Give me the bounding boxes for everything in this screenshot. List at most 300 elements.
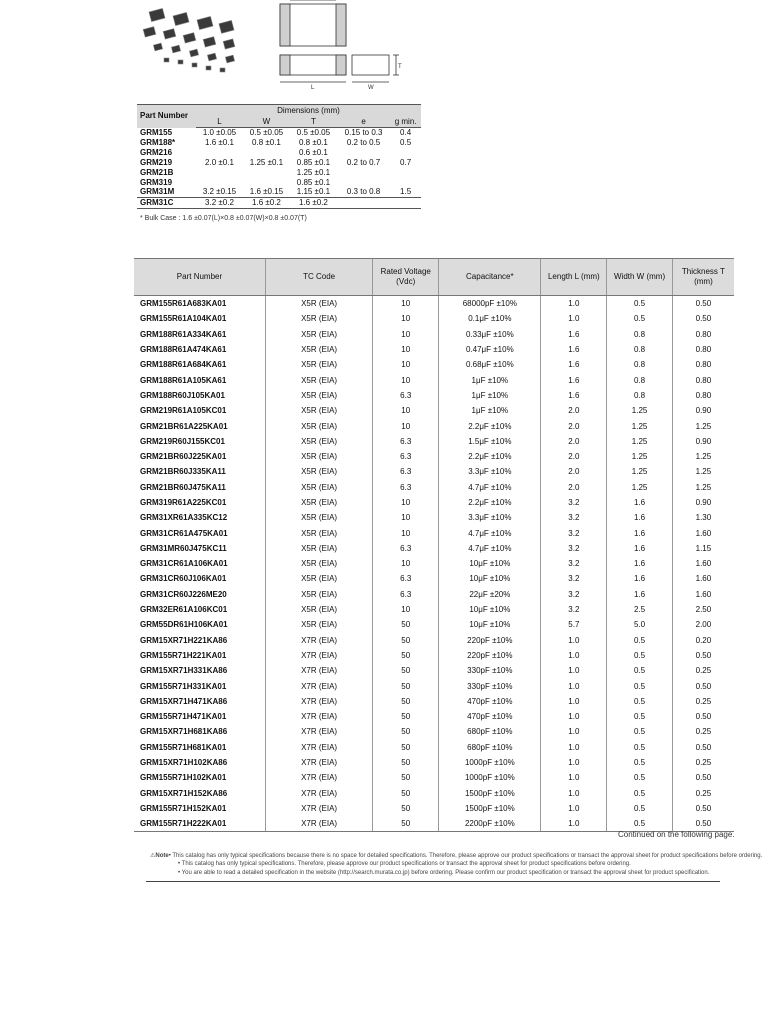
cell-capacitance: 68000pF ±10%: [439, 296, 541, 312]
cell-rated-voltage: 50: [373, 633, 439, 648]
cell-tc-code: X7R (EIA): [265, 694, 372, 709]
table-row: [134, 709, 734, 724]
cell-part-number: GRM15XR71H221KA86: [140, 635, 228, 645]
cell-part-number: GRM155R71H102KA01: [140, 773, 227, 783]
cell-part-number: GRM15XR71H681KA86: [140, 727, 228, 737]
table-row: [134, 786, 734, 801]
cell-part-number: GRM155R71H681KA01: [140, 742, 227, 752]
col-capacitance: Capacitance*: [439, 259, 541, 296]
cell-capacitance: 220pF ±10%: [439, 648, 541, 663]
cell-thickness: 0.80: [672, 342, 734, 357]
cell-part-number: GRM155R71H471KA01: [140, 712, 227, 722]
table-row: [134, 556, 734, 571]
cell-rated-voltage: 10: [373, 495, 439, 510]
cell-width: 0.8: [607, 357, 673, 372]
cell-thickness: 0.25: [672, 755, 734, 770]
dim-cell-l: 3.2 ±0.2: [196, 198, 243, 209]
cell-rated-voltage: 6.3: [373, 449, 439, 464]
dim-part: GRM31M: [140, 187, 175, 197]
cell-part-number: GRM21BR60J335KA11: [140, 467, 226, 477]
cell-thickness: 0.25: [672, 786, 734, 801]
cell-rated-voltage: 50: [373, 663, 439, 678]
cell-thickness: 1.60: [672, 587, 734, 602]
cell-thickness: 0.50: [672, 740, 734, 755]
cell-length: 3.2: [541, 510, 607, 525]
dim-cell-g: [390, 198, 421, 209]
dim-cell-w: [243, 148, 290, 158]
cell-capacitance: 10μF ±10%: [439, 617, 541, 632]
dim-part: GRM155: [140, 127, 173, 137]
cell-length: 1.6: [541, 388, 607, 403]
cell-capacitance: 1μF ±10%: [439, 372, 541, 387]
cell-width: 0.8: [607, 327, 673, 342]
dim-row: [137, 178, 421, 188]
dimensions-table-section: [137, 104, 421, 222]
col-length: Length L (mm): [541, 259, 607, 296]
dim-part: GRM219: [140, 157, 173, 167]
table-row: [134, 541, 734, 556]
table-row: [134, 525, 734, 540]
cell-length: 1.6: [541, 357, 607, 372]
cell-part-number: GRM15XR71H102KA86: [140, 758, 228, 768]
dim-cell-w: 0.5 ±0.05: [249, 128, 284, 137]
cell-part-number: GRM188R61A334KA61: [140, 329, 227, 339]
cell-tc-code: X7R (EIA): [265, 816, 372, 832]
cell-capacitance: 1000pF ±10%: [439, 770, 541, 785]
cell-width: 0.5: [607, 755, 673, 770]
cell-thickness: 0.50: [672, 648, 734, 663]
cell-part-number: GRM188R61A105KA61: [140, 375, 227, 385]
cell-rated-voltage: 50: [373, 678, 439, 693]
cell-width: 1.6: [607, 587, 673, 602]
dim-cell-t: 0.8 ±0.1: [298, 137, 328, 147]
cell-width: 1.6: [607, 541, 673, 556]
cell-rated-voltage: 50: [373, 740, 439, 755]
cell-part-number: GRM31CR61A106KA01: [140, 559, 228, 569]
cell-width: 1.6: [607, 495, 673, 510]
cell-length: 3.2: [541, 495, 607, 510]
cell-width: 1.25: [607, 449, 673, 464]
dim-row: [137, 148, 421, 158]
cell-length: 1.0: [541, 694, 607, 709]
cell-part-number: GRM15XR71H471KA86: [140, 696, 228, 706]
cell-rated-voltage: 10: [373, 342, 439, 357]
cell-tc-code: X7R (EIA): [265, 633, 372, 648]
note-line-3: • You are able to read a detailed specification in the website (http://search.murata.co.jp) before ordering. Please confirm our product specification or transact the approval sheet for product specification.: [178, 869, 710, 876]
dim-header-part: Part Number: [137, 105, 196, 128]
cell-part-number: GRM319R61A225KC01: [140, 498, 227, 507]
cell-tc-code: X5R (EIA): [265, 525, 372, 540]
cell-thickness: 0.50: [672, 678, 734, 693]
table-row: [134, 740, 734, 755]
dim-row: [137, 198, 421, 209]
cell-thickness: 1.25: [672, 449, 734, 464]
cell-thickness: 0.80: [672, 372, 734, 387]
dim-cell-l: 1.6 ±0.1: [205, 137, 234, 147]
cell-width: 1.6: [607, 510, 673, 525]
cell-capacitance: 470pF ±10%: [439, 709, 541, 724]
dim-cell-l: 2.0 ±0.1: [205, 157, 234, 167]
cell-rated-voltage: 10: [373, 418, 439, 433]
cell-length: 1.0: [541, 311, 607, 326]
table-row: [134, 633, 734, 648]
cell-thickness: 2.50: [672, 602, 734, 617]
dim-row: [137, 138, 421, 148]
cell-width: 0.5: [607, 678, 673, 693]
cell-width: 0.5: [607, 770, 673, 785]
cell-part-number: GRM31CR60J226ME20: [140, 589, 227, 599]
cell-part-number: GRM188R61A474KA61: [140, 345, 227, 355]
cell-thickness: 1.25: [672, 464, 734, 479]
cell-rated-voltage: 6.3: [373, 587, 439, 602]
table-row: [134, 403, 734, 418]
cell-part-number: GRM188R61A684KA61: [140, 360, 227, 370]
cell-tc-code: X5R (EIA): [265, 418, 372, 433]
table-row: [134, 617, 734, 632]
table-row: [134, 372, 734, 387]
dim-row: [137, 187, 421, 197]
cell-capacitance: 470pF ±10%: [439, 694, 541, 709]
dim-cell-t: 0.85 ±0.1: [296, 157, 331, 167]
table-row: [134, 311, 734, 326]
cell-width: 0.5: [607, 663, 673, 678]
cell-tc-code: X5R (EIA): [265, 403, 372, 418]
cell-length: 1.0: [541, 633, 607, 648]
cell-part-number: GRM155R61A104KA01: [140, 314, 227, 324]
cell-width: 0.5: [607, 801, 673, 816]
chip-dimension-drawing: [272, 0, 402, 90]
cell-tc-code: X5R (EIA): [265, 602, 372, 617]
cell-tc-code: X7R (EIA): [265, 709, 372, 724]
cell-rated-voltage: 6.3: [373, 464, 439, 479]
cell-part-number: GRM15XR71H331KA86: [140, 666, 228, 676]
cell-part-number: GRM219R61A105KC01: [140, 406, 227, 416]
dim-col-g: g min.: [390, 117, 421, 128]
cell-length: 2.0: [541, 464, 607, 479]
cell-capacitance: 0.68μF ±10%: [439, 357, 541, 372]
cell-thickness: 1.25: [672, 480, 734, 495]
dim-row: [137, 158, 421, 168]
table-row: [134, 694, 734, 709]
cell-tc-code: X5R (EIA): [265, 571, 372, 586]
cell-thickness: 0.50: [672, 816, 734, 832]
cell-tc-code: X5R (EIA): [265, 617, 372, 632]
dim-col-e: e: [337, 117, 390, 128]
cell-length: 1.0: [541, 678, 607, 693]
chip-capacitors-photo: [134, 0, 252, 76]
cell-capacitance: 2.2μF ±10%: [439, 495, 541, 510]
cell-thickness: 0.80: [672, 388, 734, 403]
cell-rated-voltage: 6.3: [373, 571, 439, 586]
table-row: [134, 464, 734, 479]
cell-rated-voltage: 6.3: [373, 434, 439, 449]
dim-cell-e: [337, 148, 390, 158]
cell-width: 1.25: [607, 418, 673, 433]
cell-rated-voltage: 50: [373, 694, 439, 709]
dim-part: GRM31C: [137, 198, 196, 209]
cell-length: 1.0: [541, 724, 607, 739]
table-row: [134, 434, 734, 449]
cell-capacitance: 0.33μF ±10%: [439, 327, 541, 342]
cell-part-number: GRM155R71H222KA01: [134, 816, 265, 832]
cell-part-number: GRM155R61A683KA01: [140, 299, 227, 309]
cell-tc-code: X5R (EIA): [265, 342, 372, 357]
note-line-2: • This catalog has only typical specifications. Therefore, please approve our product specifications or transact the approval sheet for product specifications before ordering.: [178, 861, 631, 868]
spec-table-section: [134, 258, 725, 832]
label-w: W: [368, 85, 374, 91]
cell-rated-voltage: 50: [373, 786, 439, 801]
cell-tc-code: X7R (EIA): [265, 755, 372, 770]
spec-table: [134, 258, 734, 832]
cell-capacitance: 680pF ±10%: [439, 724, 541, 739]
cell-part-number: GRM31CR61A475KA01: [140, 528, 228, 538]
table-row: [134, 663, 734, 678]
cell-width: 0.5: [607, 786, 673, 801]
cell-tc-code: X5R (EIA): [265, 311, 372, 326]
dim-cell-g: [390, 148, 421, 158]
dim-cell-w: [243, 178, 290, 188]
table-row: [134, 770, 734, 785]
cell-length: 1.0: [541, 786, 607, 801]
cell-width: 0.5: [607, 296, 673, 312]
cell-part-number: GRM188R60J105KA01: [140, 390, 225, 400]
table-row: [134, 801, 734, 816]
cell-length: 1.0: [541, 770, 607, 785]
cell-width: 1.6: [607, 556, 673, 571]
cell-width: 0.8: [607, 388, 673, 403]
cell-length: 1.0: [541, 740, 607, 755]
cell-tc-code: X7R (EIA): [265, 801, 372, 816]
dim-cell-g: 0.4: [400, 128, 412, 137]
table-row: [134, 418, 734, 433]
dim-cell-w: 0.8 ±0.1: [252, 137, 281, 147]
table-row: [134, 587, 734, 602]
cell-capacitance: 2.2μF ±10%: [439, 418, 541, 433]
table-row: [134, 510, 734, 525]
cell-thickness: 1.25: [672, 418, 734, 433]
table-row: [134, 480, 734, 495]
cell-width: 0.5: [607, 740, 673, 755]
cell-part-number: GRM155R71H152KA01: [140, 803, 227, 813]
cell-capacitance: 1.5μF ±10%: [439, 434, 541, 449]
cell-rated-voltage: 6.3: [373, 388, 439, 403]
cell-thickness: 1.60: [672, 556, 734, 571]
dim-cell-w: 1.6 ±0.2: [243, 198, 290, 209]
cell-rated-voltage: 50: [373, 816, 439, 832]
dim-cell-w: 1.6 ±0.15: [249, 187, 284, 197]
cell-thickness: 0.25: [672, 724, 734, 739]
cell-tc-code: X5R (EIA): [265, 495, 372, 510]
dim-cell-g: 0.7: [400, 157, 412, 167]
cell-width: 1.25: [607, 480, 673, 495]
notes-divider: [146, 881, 720, 882]
dim-cell-g: [390, 178, 421, 188]
cell-thickness: 0.90: [672, 403, 734, 418]
dim-cell-t: 1.6 ±0.2: [290, 198, 337, 209]
cell-tc-code: X5R (EIA): [265, 327, 372, 342]
dimensions-table: [137, 104, 421, 209]
label-t: T: [398, 64, 402, 70]
cell-capacitance: 3.3μF ±10%: [439, 464, 541, 479]
dim-col-w: W: [243, 117, 290, 128]
cell-part-number: GRM219R60J155KC01: [140, 436, 225, 446]
cell-length: 3.2: [541, 571, 607, 586]
cell-length: 2.0: [541, 418, 607, 433]
cell-tc-code: X5R (EIA): [265, 388, 372, 403]
cell-part-number: GRM31CR60J106KA01: [140, 574, 227, 584]
table-row: [134, 678, 734, 693]
cell-rated-voltage: 10: [373, 510, 439, 525]
cell-capacitance: 0.47μF ±10%: [439, 342, 541, 357]
dim-cell-g: 0.5: [400, 137, 412, 147]
cell-tc-code: X5R (EIA): [265, 434, 372, 449]
cell-part-number: GRM55DR61H106KA01: [140, 620, 228, 630]
cell-tc-code: X7R (EIA): [265, 786, 372, 801]
cell-length: 1.6: [541, 327, 607, 342]
cell-rated-voltage: 6.3: [373, 541, 439, 556]
dim-row: [137, 128, 421, 138]
cell-rated-voltage: 10: [373, 327, 439, 342]
cell-width: 0.8: [607, 342, 673, 357]
cell-thickness: 1.60: [672, 525, 734, 540]
cell-thickness: 0.50: [672, 801, 734, 816]
cell-width: 0.5: [607, 816, 673, 832]
cell-thickness: 0.50: [672, 709, 734, 724]
cell-rated-voltage: 10: [373, 602, 439, 617]
cell-part-number: GRM32ER61A106KC01: [140, 605, 228, 615]
cell-rated-voltage: 10: [373, 372, 439, 387]
dim-cell-e: 0.3 to 0.8: [346, 187, 381, 197]
cell-part-number: GRM31XR61A335KC12: [140, 513, 228, 523]
cell-width: 0.5: [607, 709, 673, 724]
cell-part-number: GRM21BR60J475KA11: [140, 482, 226, 492]
dim-cell-e: 0.15 to 0.3: [344, 128, 383, 137]
cell-part-number: GRM15XR71H152KA86: [140, 788, 228, 798]
dim-col-t: T: [290, 117, 337, 128]
cell-tc-code: X5R (EIA): [265, 464, 372, 479]
cell-tc-code: X7R (EIA): [265, 678, 372, 693]
dim-part: GRM319: [140, 177, 173, 187]
note-line-1: • This catalog has only typical specifications because there is no space for detailed specifications. Therefore, please approve our product specifications or transact the approval sheet for product specifications before ordering.: [168, 853, 762, 859]
col-part-number: Part Number: [134, 259, 265, 296]
cell-length: 1.0: [541, 755, 607, 770]
cell-capacitance: 2.2μF ±10%: [439, 449, 541, 464]
cell-tc-code: X5R (EIA): [265, 449, 372, 464]
dim-cell-t: 1.15 ±0.1: [296, 187, 331, 197]
cell-capacitance: 22μF ±20%: [439, 587, 541, 602]
cell-tc-code: X5R (EIA): [265, 556, 372, 571]
dim-cell-t: 0.6 ±0.1: [298, 147, 328, 157]
dim-cell-t: 1.25 ±0.1: [296, 167, 331, 177]
cell-capacitance: 10μF ±10%: [439, 556, 541, 571]
cell-length: 1.0: [541, 816, 607, 832]
cell-rated-voltage: 50: [373, 755, 439, 770]
cell-capacitance: 220pF ±10%: [439, 633, 541, 648]
dim-cell-w: [243, 168, 290, 178]
cell-tc-code: X5R (EIA): [265, 372, 372, 387]
cell-width: 0.5: [607, 311, 673, 326]
cell-capacitance: 10μF ±10%: [439, 602, 541, 617]
dim-cell-l: [196, 148, 243, 158]
table-row: [134, 495, 734, 510]
cell-width: 0.5: [607, 694, 673, 709]
cell-tc-code: X5R (EIA): [265, 587, 372, 602]
cell-tc-code: X7R (EIA): [265, 724, 372, 739]
dim-cell-g: 1.5: [400, 187, 412, 197]
cell-length: 1.0: [541, 663, 607, 678]
cell-thickness: 0.20: [672, 633, 734, 648]
cell-length: 3.2: [541, 556, 607, 571]
cell-tc-code: X5R (EIA): [265, 357, 372, 372]
cell-part-number: GRM31MR60J475KC11: [140, 543, 227, 553]
cell-width: 1.25: [607, 434, 673, 449]
table-row: [134, 449, 734, 464]
continued-note: Continued on the following page.: [618, 830, 735, 839]
cell-length: 3.2: [541, 541, 607, 556]
col-rated-voltage: Rated Voltage (Vdc): [373, 259, 439, 296]
dim-cell-l: [196, 178, 243, 188]
table-row: [134, 296, 734, 312]
cell-thickness: 0.90: [672, 495, 734, 510]
cell-rated-voltage: 50: [373, 648, 439, 663]
dim-cell-e: 0.2 to 0.5: [346, 137, 381, 147]
cell-length: 1.0: [541, 801, 607, 816]
cell-thickness: 1.30: [672, 510, 734, 525]
cell-length: 1.6: [541, 372, 607, 387]
cell-thickness: 2.00: [672, 617, 734, 632]
dim-col-l: L: [196, 117, 243, 128]
dim-row: [137, 168, 421, 178]
table-row: [134, 357, 734, 372]
col-thickness: Thickness T (mm): [672, 259, 734, 296]
cell-width: 0.5: [607, 633, 673, 648]
dim-header-title: Dimensions (mm): [196, 105, 421, 118]
cell-tc-code: X5R (EIA): [265, 541, 372, 556]
dim-cell-t: 0.5 ±0.05: [296, 128, 331, 137]
cell-rated-voltage: 50: [373, 617, 439, 632]
cell-rated-voltage: 50: [373, 709, 439, 724]
cell-capacitance: 4.7μF ±10%: [439, 541, 541, 556]
dim-part: GRM216: [140, 147, 173, 157]
cell-part-number: GRM21BR60J225KA01: [140, 452, 227, 462]
table-row: [134, 571, 734, 586]
cell-length: 5.7: [541, 617, 607, 632]
table-row: [134, 342, 734, 357]
cell-thickness: 0.25: [672, 663, 734, 678]
cell-part-number: GRM155R71H331KA01: [140, 681, 227, 691]
dim-cell-l: [196, 168, 243, 178]
cell-thickness: 0.50: [672, 296, 734, 312]
cell-width: 1.6: [607, 571, 673, 586]
cell-capacitance: 1500pF ±10%: [439, 801, 541, 816]
cell-tc-code: X7R (EIA): [265, 740, 372, 755]
cell-rated-voltage: 10: [373, 556, 439, 571]
cell-length: 3.2: [541, 525, 607, 540]
dim-cell-e: 0.2 to 0.7: [346, 157, 381, 167]
cell-capacitance: 1000pF ±10%: [439, 755, 541, 770]
dim-cell-e: [337, 198, 390, 209]
cell-part-number: GRM21BR61A225KA01: [140, 421, 228, 431]
cell-tc-code: X7R (EIA): [265, 648, 372, 663]
cell-capacitance: 1μF ±10%: [439, 403, 541, 418]
dim-cell-l: 3.2 ±0.15: [202, 187, 237, 197]
cell-thickness: 0.50: [672, 770, 734, 785]
cell-capacitance: 330pF ±10%: [439, 678, 541, 693]
bulk-case-note: * Bulk Case : 1.6 ±0.07(L)×0.8 ±0.07(W)×0.8 ±0.07(T): [140, 215, 307, 223]
cell-thickness: 0.25: [672, 694, 734, 709]
cell-capacitance: 0.1μF ±10%: [439, 311, 541, 326]
cell-length: 2.0: [541, 480, 607, 495]
